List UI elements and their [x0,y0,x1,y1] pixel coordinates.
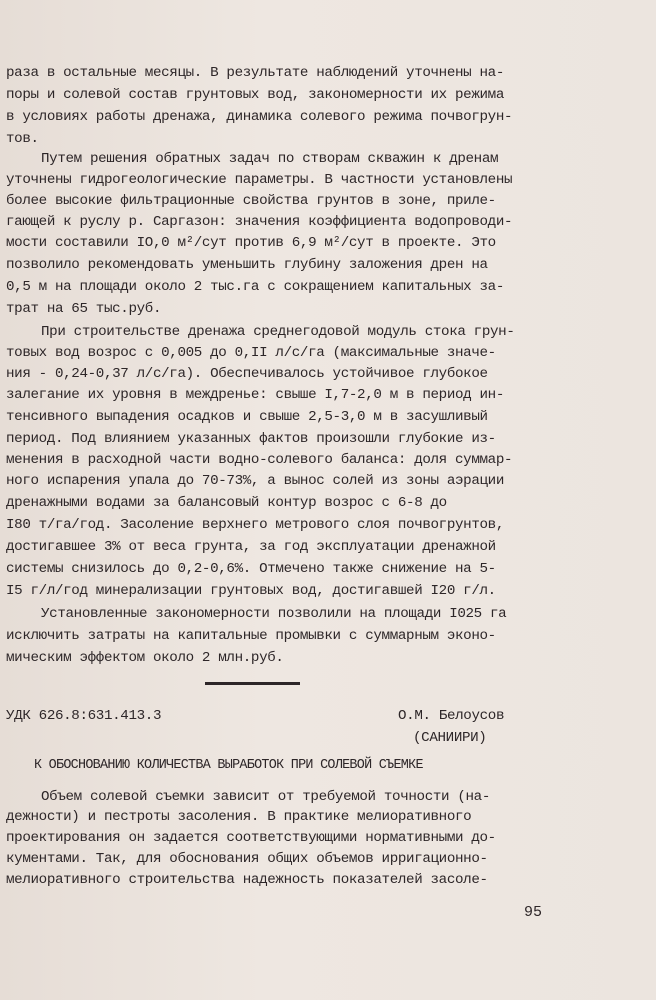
text-line: гающей к руслу р. Саргазон: значения коэффициента водопроводи- [6,214,513,230]
text-line: менения в расходной части водно-солевого баланса: доля суммар- [6,452,513,468]
text-line: в условиях работы дренажа, динамика солевого режима почвогрун- [6,109,513,125]
text-line: дежности) и пестроты засоления. В практике мелиоративного [6,809,472,825]
text-line: уточнены гидрогеологические параметры. В частности установлены [6,172,513,188]
text-line: мелиоративного строительства надежность показателей засоле- [6,872,488,888]
udk-code: УДК 626.8:631.413.3 [6,708,162,724]
text-line: Путем решения обратных задач по створам скважин к дренам [41,151,499,167]
text-line: тенсивного выпадения осадков и свыше 2,5-3,0 м в засушливый [6,409,488,425]
text-line: товых вод возрос с 0,005 до 0,II л/с/га (максимальные значе- [6,345,496,361]
text-line: мическим эффектом около 2 млн.руб. [6,650,284,666]
page-number: 95 [524,904,543,921]
text-line: более высокие фильтрационные свойства грунтов в зоне, приле- [6,193,496,209]
text-line: поры и солевой состав грунтовых вод, закономерности их режима [6,87,504,103]
article-title: К ОБОСНОВАНИЮ КОЛИЧЕСТВА ВЫРАБОТОК ПРИ СОЛЕВОЙ СЪЕМКЕ [34,758,423,773]
text-line: 0,5 м на площади около 2 тыс.га с сокращением капитальных за- [6,279,504,295]
text-line: Установленные закономерности позволили на площади I025 га [41,606,507,622]
text-line: залегание их уровня в междренье: свыше I,7-2,0 м в период ин- [6,387,504,403]
author-affiliation: (САНИИРИ) [413,730,487,746]
text-line: проектирования он задается соответствующими нормативными до- [6,830,496,846]
text-line: трат на 65 тыс.руб. [6,301,162,317]
text-line: системы снизилось до 0,2-0,6%. Отмечено также снижение на 5- [6,561,496,577]
text-line: раза в остальные месяцы. В результате наблюдений уточнены на- [6,65,504,81]
text-line: исключить затраты на капитальные промывки с суммарным эконо- [6,628,496,644]
text-line: При строительстве дренажа среднегодовой модуль стока грун- [41,324,515,340]
text-line: I80 т/га/год. Засоление верхнего метрового слоя почвогрунтов, [6,517,504,533]
text-line: тов. [6,131,39,147]
text-line: достигавшее 3% от веса грунта, за год эксплуатации дренажной [6,539,496,555]
text-line: позволило рекомендовать уменьшить глубину заложения дрен на [6,257,488,273]
text-line: Объем солевой съемки зависит от требуемой точности (на- [41,789,491,805]
text-line: дренажными водами за балансовый контур возрос с 6-8 до [6,495,447,511]
author-name: О.М. Белоусов [398,708,505,724]
section-divider [205,682,300,685]
text-line: кументами. Так, для обоснования общих объемов ирригационно- [6,851,488,867]
text-line: I5 г/л/год минерализации грунтовых вод, достигавшей I20 г/л. [6,583,496,599]
text-line: мости составили IO,0 м²/сут против 6,9 м²/сут в проекте. Это [6,235,496,251]
text-line: ния - 0,24-0,37 л/с/га). Обеспечивалось устойчивое глубокое [6,366,488,382]
text-line: ного испарения упала до 70-73%, а вынос солей из зоны аэрации [6,473,504,489]
text-line: период. Под влиянием указанных фактов произошли глубокие из- [6,431,496,447]
